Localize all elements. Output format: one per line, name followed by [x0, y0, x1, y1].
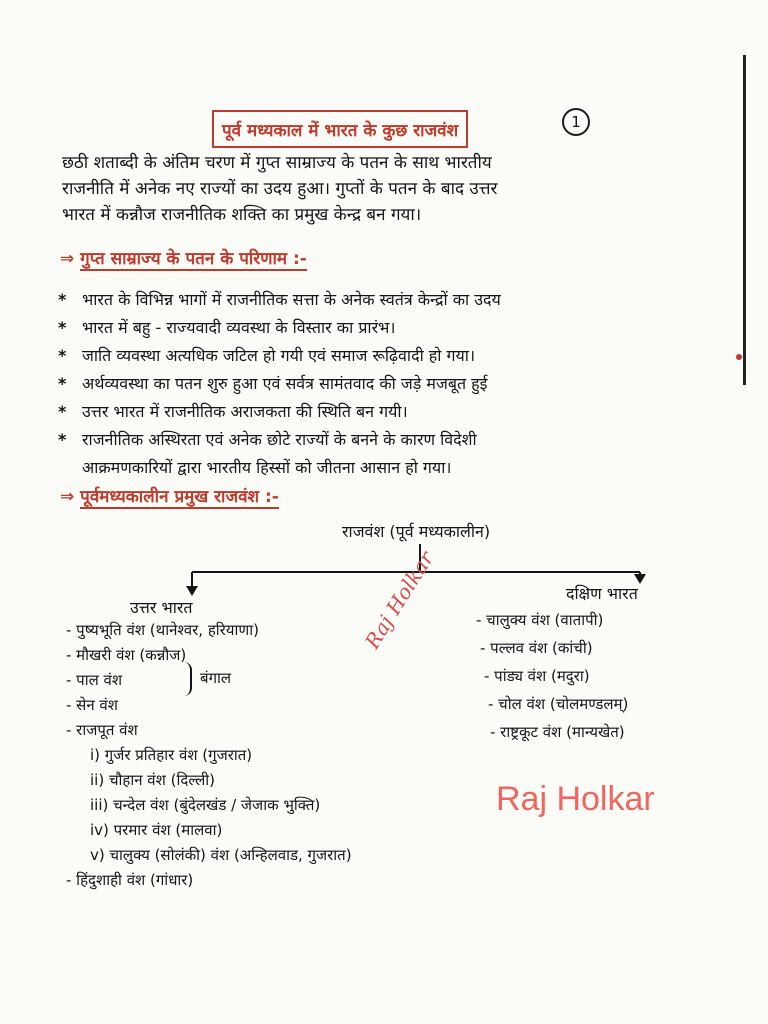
list-item-continuation: आक्रमणकारियों द्वारा भारतीय हिस्सों को जीतना आसान हो गया।	[82, 458, 452, 477]
list-item: - सेन वंश	[66, 696, 118, 714]
list-item: * भारत में बहु - राज्यवादी व्यवस्था के विस्तार का प्रारंभ।	[58, 314, 748, 342]
intro-line: छठी शताब्दी के अंतिम चरण में गुप्त साम्राज्य के पतन के साथ भारतीय	[62, 153, 492, 173]
list-item: - चालुक्य वंश (वातापी)	[476, 611, 604, 629]
bullet-star-icon: *	[58, 346, 67, 365]
section-heading-text: गुप्त साम्राज्य के पतन के परिणाम :-	[80, 246, 307, 271]
list-item: iii) चन्देल वंश (बुंदेलखंड / जेजाक भुक्ति)	[90, 796, 321, 814]
bengal-label: बंगाल	[200, 669, 232, 687]
list-item: - चोल वंश (चोलमण्डलम्)	[488, 695, 629, 713]
page-title: पूर्व मध्यकाल में भारत के कुछ राजवंश	[212, 110, 468, 148]
rajput-sub-list	[66, 743, 352, 868]
list-item: * राजनीतिक अस्थिरता एवं अनेक छोटे राज्यों के बनने के कारण विदेशी	[58, 426, 748, 454]
list-item: ii) चौहान वंश (दिल्ली)	[90, 771, 215, 789]
north-india-title: उत्तर भारत	[130, 598, 193, 617]
list-item: * उत्तर भारत में राजनीतिक अराजकता की स्थिति बन गयी।	[58, 398, 748, 426]
red-mark	[736, 354, 742, 360]
list-item: - पुष्यभूति वंश (थानेश्वर, हरियाणा)	[66, 621, 259, 639]
list-item: - पाल वंश	[66, 671, 123, 689]
list-item: v) चालुक्य (सोलंकी) वंश (अन्हिलवाड, गुजरात)	[90, 846, 352, 864]
intro-paragraph	[62, 150, 732, 228]
list-item: - हिंदुशाही वंश (गांधार)	[66, 871, 194, 889]
south-dynasty-list	[476, 606, 628, 746]
section-heading-consequences	[60, 246, 307, 271]
list-item: * भारत के विभिन्न भागों में राजनीतिक सत्ता के अनेक स्वतंत्र केन्द्रों का उदय	[58, 286, 748, 314]
list-item: - मौखरी वंश (कन्नौज)	[66, 646, 187, 664]
bullet-star-icon: *	[58, 402, 67, 421]
bullet-star-icon: *	[58, 430, 67, 449]
list-item: - राष्ट्रकूट वंश (मान्यखेत)	[490, 723, 625, 741]
list-item: - पांड्य वंश (मदुरा)	[484, 667, 590, 685]
brace-icon	[180, 662, 192, 696]
page-number: 1	[562, 108, 590, 136]
list-item: i) गुर्जर प्रतिहार वंश (गुजरात)	[90, 746, 253, 764]
arrow-icon: ⇒	[60, 249, 75, 269]
list-item: - राजपूत वंश	[66, 721, 138, 739]
section-heading-dynasties	[60, 484, 279, 509]
section-heading-text: पूर्वमध्यकालीन प्रमुख राजवंश :-	[80, 484, 279, 509]
arrow-down-icon	[186, 586, 198, 596]
watermark-rotated: Raj Holkar	[360, 547, 439, 653]
bullet-star-icon: *	[58, 374, 67, 393]
north-dynasty-list	[66, 618, 352, 893]
bullet-star-icon: *	[58, 318, 67, 337]
list-item: * अर्थव्यवस्था का पतन शुरु हुआ एवं सर्वत्र सामंतवाद की जड़े मजबूत हुई	[58, 370, 748, 398]
list-item: - पल्लव वंश (कांची)	[480, 639, 593, 657]
south-india-title: दक्षिण भारत	[566, 584, 638, 603]
consequences-list	[58, 286, 748, 482]
intro-line: भारत में कन्नौज राजनीतिक शक्ति का प्रमुख केन्द्र बन गया।	[62, 205, 422, 225]
list-item: * जाति व्यवस्था अत्यधिक जटिल हो गयी एवं समाज रूढ़िवादी हो गया।	[58, 342, 748, 370]
list-item: iv) परमार वंश (मालवा)	[90, 821, 223, 839]
tree-root-label: राजवंश (पूर्व मध्यकालीन)	[342, 522, 491, 541]
arrow-icon: ⇒	[60, 487, 75, 507]
intro-line: राजनीति में अनेक नए राज्यों का उदय हुआ। गुप्तों के पतन के बाद उत्तर	[62, 179, 498, 199]
bullet-star-icon: *	[58, 290, 67, 309]
watermark-text: Raj Holkar	[496, 780, 655, 818]
